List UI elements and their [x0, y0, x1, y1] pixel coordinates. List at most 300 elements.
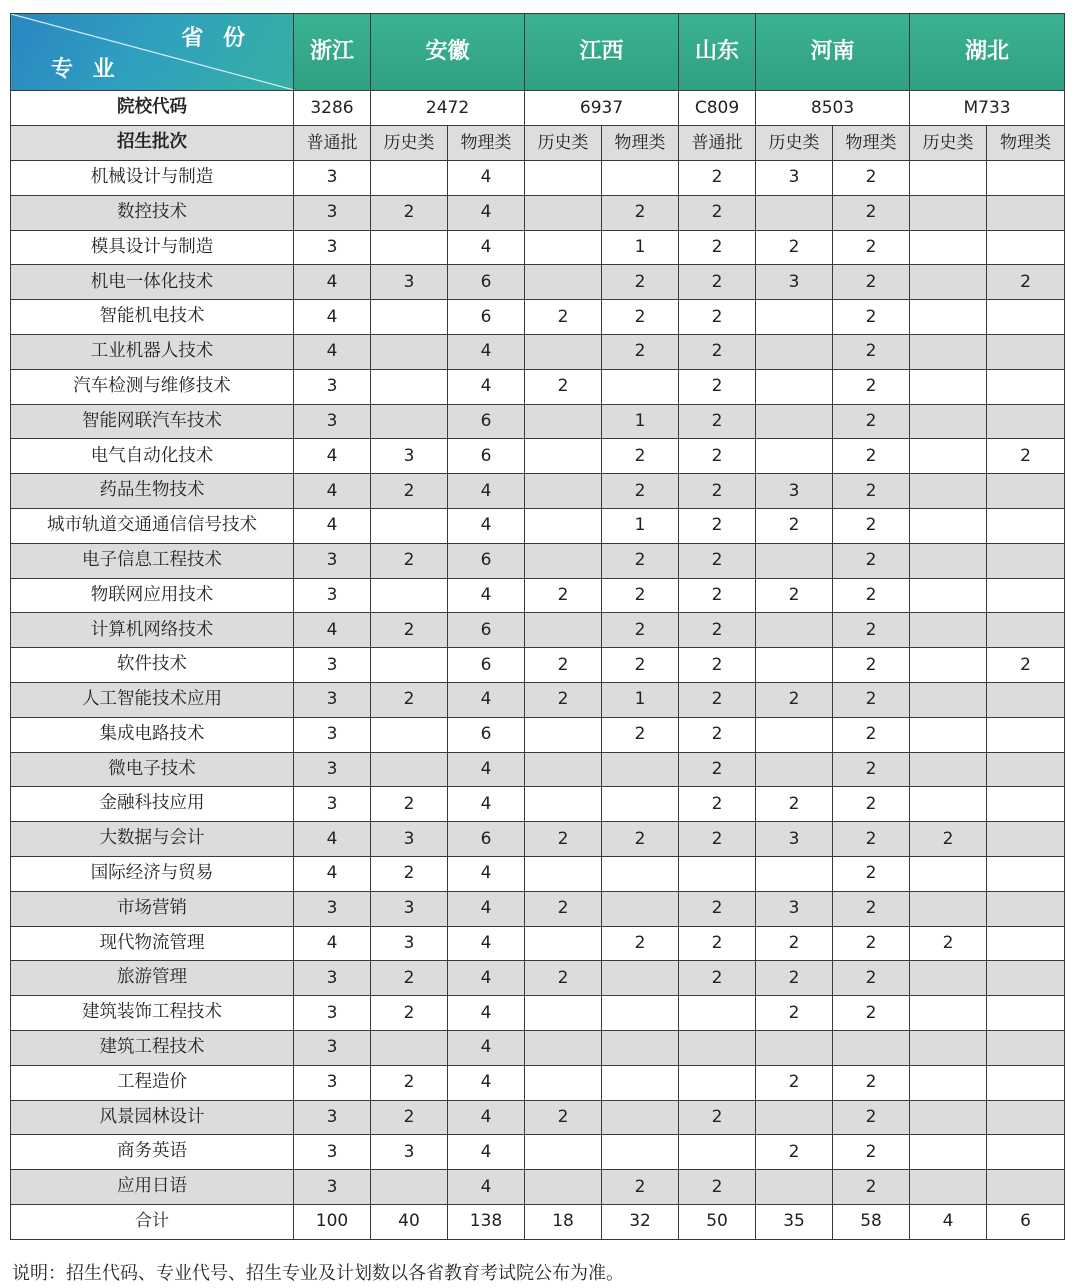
plan-count-cell: 2	[602, 717, 679, 752]
plan-count-cell	[756, 404, 833, 439]
plan-count-cell: 2	[679, 891, 756, 926]
plan-count-cell: 2	[679, 613, 756, 648]
school-code-zhejiang: 3286	[294, 91, 371, 126]
plan-count-cell	[910, 1170, 987, 1205]
major-name-cell: 市场营销	[11, 891, 294, 926]
plan-count-cell: 3	[294, 717, 371, 752]
plan-count-cell: 2	[756, 1135, 833, 1170]
table-row	[11, 682, 1065, 717]
plan-count-cell: 3	[371, 926, 448, 961]
plan-count-cell: 2	[602, 265, 679, 300]
plan-count-cell	[987, 926, 1065, 961]
plan-count-cell: 2	[679, 195, 756, 230]
plan-count-cell	[987, 508, 1065, 543]
province-shandong: 山东	[679, 14, 756, 91]
plan-count-cell: 2	[833, 717, 910, 752]
plan-count-cell: 2	[679, 717, 756, 752]
major-name-cell: 建筑工程技术	[11, 1030, 294, 1065]
province-header-row	[11, 14, 1065, 91]
plan-count-cell	[525, 230, 602, 265]
plan-count-cell	[987, 822, 1065, 857]
plan-count-cell	[987, 787, 1065, 822]
plan-count-cell	[371, 1030, 448, 1065]
plan-count-cell: 4	[294, 822, 371, 857]
table-row	[11, 404, 1065, 439]
plan-count-cell: 2	[679, 474, 756, 509]
corner-major-label: 专 业	[51, 57, 121, 82]
plan-count-cell: 4	[294, 508, 371, 543]
plan-count-cell: 2	[525, 891, 602, 926]
plan-count-cell	[602, 891, 679, 926]
plan-count-cell: 2	[525, 300, 602, 335]
plan-count-cell: 3	[294, 369, 371, 404]
plan-count-cell	[910, 334, 987, 369]
batch-cell: 普通批	[679, 126, 756, 161]
plan-count-cell	[756, 369, 833, 404]
plan-count-cell: 2	[602, 578, 679, 613]
table-row	[11, 474, 1065, 509]
plan-count-cell: 2	[833, 1100, 910, 1135]
plan-count-cell	[910, 717, 987, 752]
plan-count-cell: 2	[833, 195, 910, 230]
major-name-cell: 金融科技应用	[11, 787, 294, 822]
plan-count-cell: 4	[448, 334, 525, 369]
plan-count-cell	[525, 1065, 602, 1100]
plan-count-cell: 2	[602, 822, 679, 857]
plan-count-cell	[756, 1170, 833, 1205]
table-row	[11, 891, 1065, 926]
plan-count-cell: 2	[371, 996, 448, 1031]
plan-count-cell: 2	[833, 682, 910, 717]
plan-count-cell: 3	[294, 787, 371, 822]
plan-count-cell: 4	[448, 1100, 525, 1135]
plan-count-cell	[602, 161, 679, 196]
table-row	[11, 752, 1065, 787]
plan-count-cell	[371, 300, 448, 335]
plan-count-cell: 2	[679, 578, 756, 613]
plan-count-cell	[756, 195, 833, 230]
plan-count-cell: 4	[448, 926, 525, 961]
batch-cell: 物理类	[602, 126, 679, 161]
plan-count-cell: 6	[448, 404, 525, 439]
plan-count-cell: 2	[833, 508, 910, 543]
table-row	[11, 856, 1065, 891]
plan-count-cell	[756, 543, 833, 578]
plan-count-cell: 2	[833, 891, 910, 926]
table-row	[11, 822, 1065, 857]
major-name-cell: 城市轨道交通通信信号技术	[11, 508, 294, 543]
batch-cell: 历史类	[910, 126, 987, 161]
plan-count-cell: 3	[371, 822, 448, 857]
plan-count-cell	[525, 161, 602, 196]
plan-count-cell: 2	[987, 648, 1065, 683]
plan-count-cell	[525, 1135, 602, 1170]
major-name-cell: 现代物流管理	[11, 926, 294, 961]
plan-count-cell	[756, 856, 833, 891]
total-value-cell: 18	[525, 1204, 602, 1239]
plan-count-cell	[987, 404, 1065, 439]
plan-count-cell: 3	[294, 161, 371, 196]
plan-count-cell: 3	[294, 230, 371, 265]
school-code-hubei: M733	[910, 91, 1065, 126]
plan-count-cell	[371, 648, 448, 683]
plan-count-cell: 3	[371, 265, 448, 300]
plan-count-cell: 2	[371, 613, 448, 648]
plan-count-cell: 2	[602, 300, 679, 335]
plan-count-cell: 2	[679, 961, 756, 996]
plan-count-cell: 2	[833, 578, 910, 613]
plan-count-cell	[525, 195, 602, 230]
plan-count-cell	[371, 161, 448, 196]
plan-count-cell	[756, 752, 833, 787]
total-row	[11, 1204, 1065, 1239]
plan-count-cell: 4	[448, 1030, 525, 1065]
plan-count-cell: 2	[756, 230, 833, 265]
plan-count-cell: 4	[448, 230, 525, 265]
total-value-cell: 100	[294, 1204, 371, 1239]
plan-count-cell: 2	[833, 265, 910, 300]
plan-count-cell: 2	[679, 648, 756, 683]
plan-count-cell	[987, 1100, 1065, 1135]
plan-count-cell: 2	[679, 369, 756, 404]
major-name-cell: 模具设计与制造	[11, 230, 294, 265]
batch-cell: 物理类	[448, 126, 525, 161]
plan-count-cell: 6	[448, 822, 525, 857]
plan-count-cell	[756, 1100, 833, 1135]
school-code-row	[11, 91, 1065, 126]
school-code-shandong: C809	[679, 91, 756, 126]
plan-count-cell: 2	[679, 334, 756, 369]
plan-count-cell	[910, 508, 987, 543]
province-hubei: 湖北	[910, 14, 1065, 91]
plan-count-cell: 2	[525, 961, 602, 996]
total-value-cell: 58	[833, 1204, 910, 1239]
plan-count-cell: 2	[833, 856, 910, 891]
plan-count-cell	[910, 230, 987, 265]
plan-count-cell: 4	[294, 439, 371, 474]
major-name-cell: 国际经济与贸易	[11, 856, 294, 891]
major-name-cell: 集成电路技术	[11, 717, 294, 752]
table-row	[11, 961, 1065, 996]
major-name-cell: 物联网应用技术	[11, 578, 294, 613]
total-value-cell: 138	[448, 1204, 525, 1239]
major-name-cell: 风景园林设计	[11, 1100, 294, 1135]
table-row	[11, 1170, 1065, 1205]
plan-count-cell: 4	[294, 856, 371, 891]
plan-count-cell: 3	[294, 578, 371, 613]
plan-count-cell: 2	[833, 613, 910, 648]
plan-count-cell	[987, 996, 1065, 1031]
plan-count-cell: 2	[371, 1065, 448, 1100]
plan-count-cell	[525, 508, 602, 543]
plan-count-cell: 2	[525, 1100, 602, 1135]
plan-count-cell	[371, 1170, 448, 1205]
plan-count-cell	[371, 578, 448, 613]
plan-count-cell: 2	[756, 926, 833, 961]
plan-count-cell: 2	[371, 474, 448, 509]
plan-count-cell: 4	[448, 752, 525, 787]
plan-count-cell	[910, 578, 987, 613]
plan-count-cell: 4	[448, 787, 525, 822]
school-code-label: 院校代码	[11, 91, 294, 126]
plan-count-cell	[910, 543, 987, 578]
plan-count-cell	[987, 752, 1065, 787]
table-row	[11, 787, 1065, 822]
plan-count-cell: 2	[679, 543, 756, 578]
batch-cell: 普通批	[294, 126, 371, 161]
plan-count-cell	[756, 334, 833, 369]
major-name-cell: 微电子技术	[11, 752, 294, 787]
plan-count-cell: 2	[679, 300, 756, 335]
plan-count-cell: 2	[756, 961, 833, 996]
plan-count-cell: 4	[448, 682, 525, 717]
major-name-cell: 智能机电技术	[11, 300, 294, 335]
batch-cell: 物理类	[833, 126, 910, 161]
table-row	[11, 300, 1065, 335]
plan-count-cell	[525, 856, 602, 891]
plan-count-cell: 2	[371, 787, 448, 822]
plan-count-cell: 2	[679, 926, 756, 961]
table-row	[11, 369, 1065, 404]
major-name-cell: 人工智能技术应用	[11, 682, 294, 717]
plan-count-cell: 2	[833, 961, 910, 996]
total-label: 合计	[11, 1204, 294, 1239]
plan-count-cell	[679, 1030, 756, 1065]
plan-count-cell	[371, 404, 448, 439]
plan-count-cell	[910, 161, 987, 196]
plan-count-cell	[910, 1135, 987, 1170]
plan-count-cell: 1	[602, 682, 679, 717]
plan-count-cell: 2	[910, 926, 987, 961]
table-row	[11, 1030, 1065, 1065]
plan-count-cell: 4	[294, 334, 371, 369]
province-anhui: 安徽	[371, 14, 525, 91]
plan-count-cell	[987, 369, 1065, 404]
major-name-cell: 商务英语	[11, 1135, 294, 1170]
plan-count-cell	[987, 543, 1065, 578]
plan-count-cell: 6	[448, 613, 525, 648]
plan-count-cell: 3	[294, 682, 371, 717]
major-name-cell: 数控技术	[11, 195, 294, 230]
plan-count-cell: 3	[294, 1030, 371, 1065]
plan-count-cell: 3	[294, 1170, 371, 1205]
plan-count-cell	[756, 613, 833, 648]
province-zhejiang: 浙江	[294, 14, 371, 91]
plan-count-cell: 2	[371, 195, 448, 230]
plan-count-cell: 4	[448, 369, 525, 404]
plan-count-cell	[525, 787, 602, 822]
plan-count-cell	[525, 265, 602, 300]
plan-count-cell: 4	[448, 474, 525, 509]
plan-count-cell: 2	[679, 404, 756, 439]
table-row	[11, 161, 1065, 196]
plan-count-cell: 2	[833, 996, 910, 1031]
table-row	[11, 578, 1065, 613]
plan-count-cell	[525, 543, 602, 578]
plan-count-cell: 1	[602, 404, 679, 439]
plan-count-cell	[910, 996, 987, 1031]
plan-count-cell: 4	[448, 195, 525, 230]
plan-count-cell	[987, 613, 1065, 648]
table-row	[11, 543, 1065, 578]
plan-count-cell	[756, 439, 833, 474]
plan-count-cell: 3	[371, 439, 448, 474]
total-value-cell: 35	[756, 1204, 833, 1239]
major-name-cell: 药品生物技术	[11, 474, 294, 509]
plan-count-cell: 6	[448, 265, 525, 300]
plan-count-cell	[525, 439, 602, 474]
province-jiangxi: 江西	[525, 14, 679, 91]
batch-cell: 历史类	[525, 126, 602, 161]
plan-count-cell	[910, 891, 987, 926]
plan-count-cell: 2	[679, 1170, 756, 1205]
plan-count-cell	[525, 334, 602, 369]
plan-count-cell	[602, 369, 679, 404]
plan-count-cell	[525, 996, 602, 1031]
plan-count-cell: 4	[294, 613, 371, 648]
plan-count-cell: 2	[679, 682, 756, 717]
plan-count-cell	[910, 856, 987, 891]
plan-count-cell: 4	[294, 300, 371, 335]
plan-count-cell: 3	[294, 543, 371, 578]
plan-count-cell	[602, 1030, 679, 1065]
plan-count-cell	[833, 1030, 910, 1065]
plan-count-cell: 3	[294, 961, 371, 996]
plan-count-cell: 2	[833, 161, 910, 196]
plan-count-cell: 3	[294, 195, 371, 230]
plan-count-cell: 2	[833, 1135, 910, 1170]
table-row	[11, 926, 1065, 961]
plan-count-cell: 2	[833, 404, 910, 439]
plan-count-cell	[679, 1135, 756, 1170]
table-row	[11, 439, 1065, 474]
plan-count-cell: 1	[602, 230, 679, 265]
plan-count-cell: 4	[448, 508, 525, 543]
plan-count-cell	[910, 195, 987, 230]
plan-count-cell	[602, 856, 679, 891]
plan-count-cell	[525, 752, 602, 787]
plan-count-cell: 2	[371, 543, 448, 578]
plan-count-cell: 3	[756, 161, 833, 196]
plan-count-cell: 3	[294, 1135, 371, 1170]
plan-count-cell: 6	[448, 439, 525, 474]
plan-count-cell: 2	[833, 334, 910, 369]
total-value-cell: 32	[602, 1204, 679, 1239]
plan-count-cell: 2	[679, 508, 756, 543]
plan-count-cell: 2	[602, 474, 679, 509]
plan-count-cell	[525, 1030, 602, 1065]
plan-count-cell: 2	[602, 195, 679, 230]
plan-count-cell: 2	[602, 648, 679, 683]
major-name-cell: 工程造价	[11, 1065, 294, 1100]
major-name-cell: 软件技术	[11, 648, 294, 683]
plan-count-cell: 4	[448, 961, 525, 996]
plan-count-cell	[525, 404, 602, 439]
plan-count-cell: 3	[756, 822, 833, 857]
plan-count-cell: 2	[679, 161, 756, 196]
plan-count-cell: 3	[756, 474, 833, 509]
batch-label: 招生批次	[11, 126, 294, 161]
plan-count-cell	[987, 230, 1065, 265]
plan-count-cell	[756, 717, 833, 752]
plan-count-cell	[371, 369, 448, 404]
corner-province-label: 省 份	[181, 26, 251, 51]
table-row	[11, 334, 1065, 369]
plan-count-cell: 3	[371, 1135, 448, 1170]
major-name-cell: 机电一体化技术	[11, 265, 294, 300]
plan-count-cell: 2	[833, 543, 910, 578]
plan-count-cell	[987, 682, 1065, 717]
plan-count-cell	[987, 1170, 1065, 1205]
plan-count-cell	[910, 648, 987, 683]
major-name-cell: 汽车检测与维修技术	[11, 369, 294, 404]
plan-count-cell	[756, 300, 833, 335]
plan-count-cell: 2	[602, 334, 679, 369]
plan-count-cell	[371, 508, 448, 543]
plan-count-cell: 2	[987, 265, 1065, 300]
plan-count-cell: 2	[833, 787, 910, 822]
plan-count-cell: 6	[448, 543, 525, 578]
plan-count-cell	[371, 230, 448, 265]
plan-count-cell: 4	[448, 1065, 525, 1100]
plan-count-cell	[602, 1135, 679, 1170]
plan-count-cell	[756, 648, 833, 683]
plan-count-cell: 3	[294, 404, 371, 439]
plan-count-cell: 4	[448, 891, 525, 926]
table-row	[11, 1100, 1065, 1135]
plan-count-cell: 2	[525, 369, 602, 404]
plan-count-cell: 3	[294, 752, 371, 787]
total-value-cell: 40	[371, 1204, 448, 1239]
plan-count-cell: 2	[602, 613, 679, 648]
table-row	[11, 1065, 1065, 1100]
plan-count-cell: 6	[448, 648, 525, 683]
plan-count-cell	[987, 717, 1065, 752]
plan-count-cell: 2	[371, 1100, 448, 1135]
plan-count-cell	[910, 474, 987, 509]
plan-count-cell	[987, 961, 1065, 996]
footnote: 说明：招生代码、专业代号、招生专业及计划数以各省教育考试院公布为准。	[12, 1263, 624, 1284]
plan-count-cell: 3	[294, 996, 371, 1031]
plan-count-cell	[987, 891, 1065, 926]
plan-count-cell: 2	[833, 1170, 910, 1205]
table-row	[11, 508, 1065, 543]
plan-count-cell	[910, 404, 987, 439]
plan-count-cell: 2	[756, 578, 833, 613]
plan-count-cell	[987, 1065, 1065, 1100]
batch-cell: 物理类	[987, 126, 1065, 161]
plan-count-cell: 2	[833, 300, 910, 335]
total-value-cell: 4	[910, 1204, 987, 1239]
major-name-cell: 建筑装饰工程技术	[11, 996, 294, 1031]
plan-count-cell	[987, 1135, 1065, 1170]
plan-count-cell: 2	[525, 822, 602, 857]
plan-count-cell	[525, 474, 602, 509]
plan-count-cell	[910, 265, 987, 300]
plan-count-cell: 3	[756, 265, 833, 300]
plan-count-cell: 3	[294, 1065, 371, 1100]
plan-count-cell: 1	[602, 508, 679, 543]
plan-count-cell: 2	[371, 961, 448, 996]
plan-count-cell	[679, 856, 756, 891]
plan-count-cell	[987, 334, 1065, 369]
plan-count-cell	[756, 1030, 833, 1065]
province-henan: 河南	[756, 14, 910, 91]
batch-cell: 历史类	[756, 126, 833, 161]
plan-count-cell: 2	[756, 1065, 833, 1100]
plan-count-cell: 4	[448, 578, 525, 613]
major-name-cell: 机械设计与制造	[11, 161, 294, 196]
